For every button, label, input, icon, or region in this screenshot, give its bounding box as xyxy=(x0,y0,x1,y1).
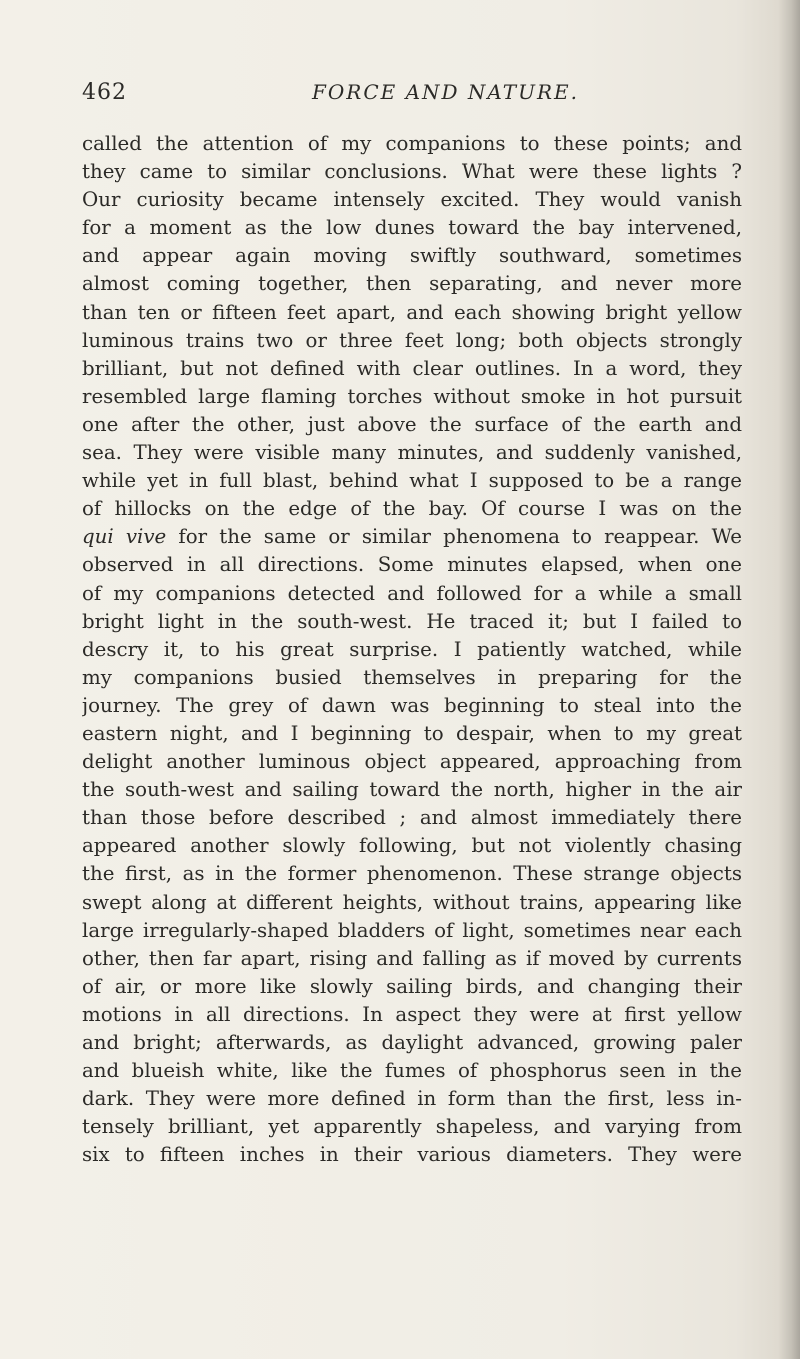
text-line: the first, as in the former phenomenon. These strange objects xyxy=(82,862,742,886)
page-edge-shadow xyxy=(778,0,800,1359)
text-line: brilliant, but not defined with clear outlines. In a word, they xyxy=(82,356,742,380)
text-line: the south-west and sailing toward the north, higher in the air xyxy=(82,778,742,802)
italic-phrase: qui vive xyxy=(82,525,167,549)
page-header xyxy=(82,80,742,110)
text-line: other, then far apart, rising and falling as if moved by currents xyxy=(82,946,742,970)
text-line: and appear again moving swiftly southward, sometimes xyxy=(82,244,742,268)
page-number: 462 xyxy=(82,80,127,105)
text-line: dark. They were more defined in form than the first, less in- xyxy=(82,1087,742,1111)
text-line: eastern night, and I beginning to despair, when to my great xyxy=(82,721,742,745)
text-line: journey. The grey of dawn was beginning to steal into the xyxy=(82,693,742,717)
text-line: they came to similar conclusions. What were these lights ? xyxy=(82,160,742,184)
text-line: swept along at different heights, without trains, appearing like xyxy=(82,890,742,914)
text-line: motions in all directions. In aspect they were at first yellow xyxy=(82,1002,742,1026)
text-line: Our curiosity became intensely excited. They would vanish xyxy=(82,188,742,212)
text-line: resembled large flaming torches without smoke in hot pursuit xyxy=(82,384,742,408)
text-line: my companions busied themselves in preparing for the xyxy=(82,665,742,689)
text-line: and blueish white, like the fumes of phosphorus seen in the xyxy=(82,1059,742,1083)
text-line: called the attention of my companions to these points; and xyxy=(82,132,742,155)
text-line: almost coming together, then separating, and never more xyxy=(82,272,742,296)
text-line: large irregularly-shaped bladders of light, sometimes near each xyxy=(82,918,742,942)
text-line: tensely brilliant, yet apparently shapeless, and varying from xyxy=(82,1115,742,1139)
text-line: descry it, to his great surprise. I patiently watched, while xyxy=(82,637,742,661)
text-line: for a moment as the low dunes toward the bay intervened, xyxy=(82,216,742,240)
body-text xyxy=(82,130,742,1169)
text-line: delight another luminous object appeared, approaching from xyxy=(82,750,742,774)
text-line: than those before described ; and almost immediately there xyxy=(82,806,742,830)
text-line: observed in all directions. Some minutes elapsed, when one xyxy=(82,553,742,577)
text-line: than ten or fifteen feet apart, and each showing bright yellow xyxy=(82,300,742,324)
text-line: bright light in the south-west. He traced it; but I failed to xyxy=(82,609,742,633)
text-line: while yet in full blast, behind what I supposed to be a range xyxy=(82,469,742,493)
running-title: FORCE AND NATURE. xyxy=(312,80,579,104)
text-line: six to fifteen inches in their various diameters. They were xyxy=(82,1143,742,1167)
text-line: of my companions detected and followed for a while a small xyxy=(82,581,742,605)
text-line: of hillocks on the edge of the bay. Of course I was on the xyxy=(82,497,742,521)
text-line: sea. They were visible many minutes, and suddenly vanished, xyxy=(82,441,742,465)
text-line-with-italic xyxy=(82,523,742,551)
text-line: luminous trains two or three feet long; both objects strongly xyxy=(82,328,742,352)
line-remainder: for the same or similar phenomena to reappear. We xyxy=(166,525,742,549)
text-line: one after the other, just above the surface of the earth and xyxy=(82,412,742,436)
text-line: and bright; afterwards, as daylight advanced, growing paler xyxy=(82,1031,742,1054)
text-line: appeared another slowly following, but not violently chasing xyxy=(82,834,742,858)
text-line: of air, or more like slowly sailing birds, and changing their xyxy=(82,974,742,998)
